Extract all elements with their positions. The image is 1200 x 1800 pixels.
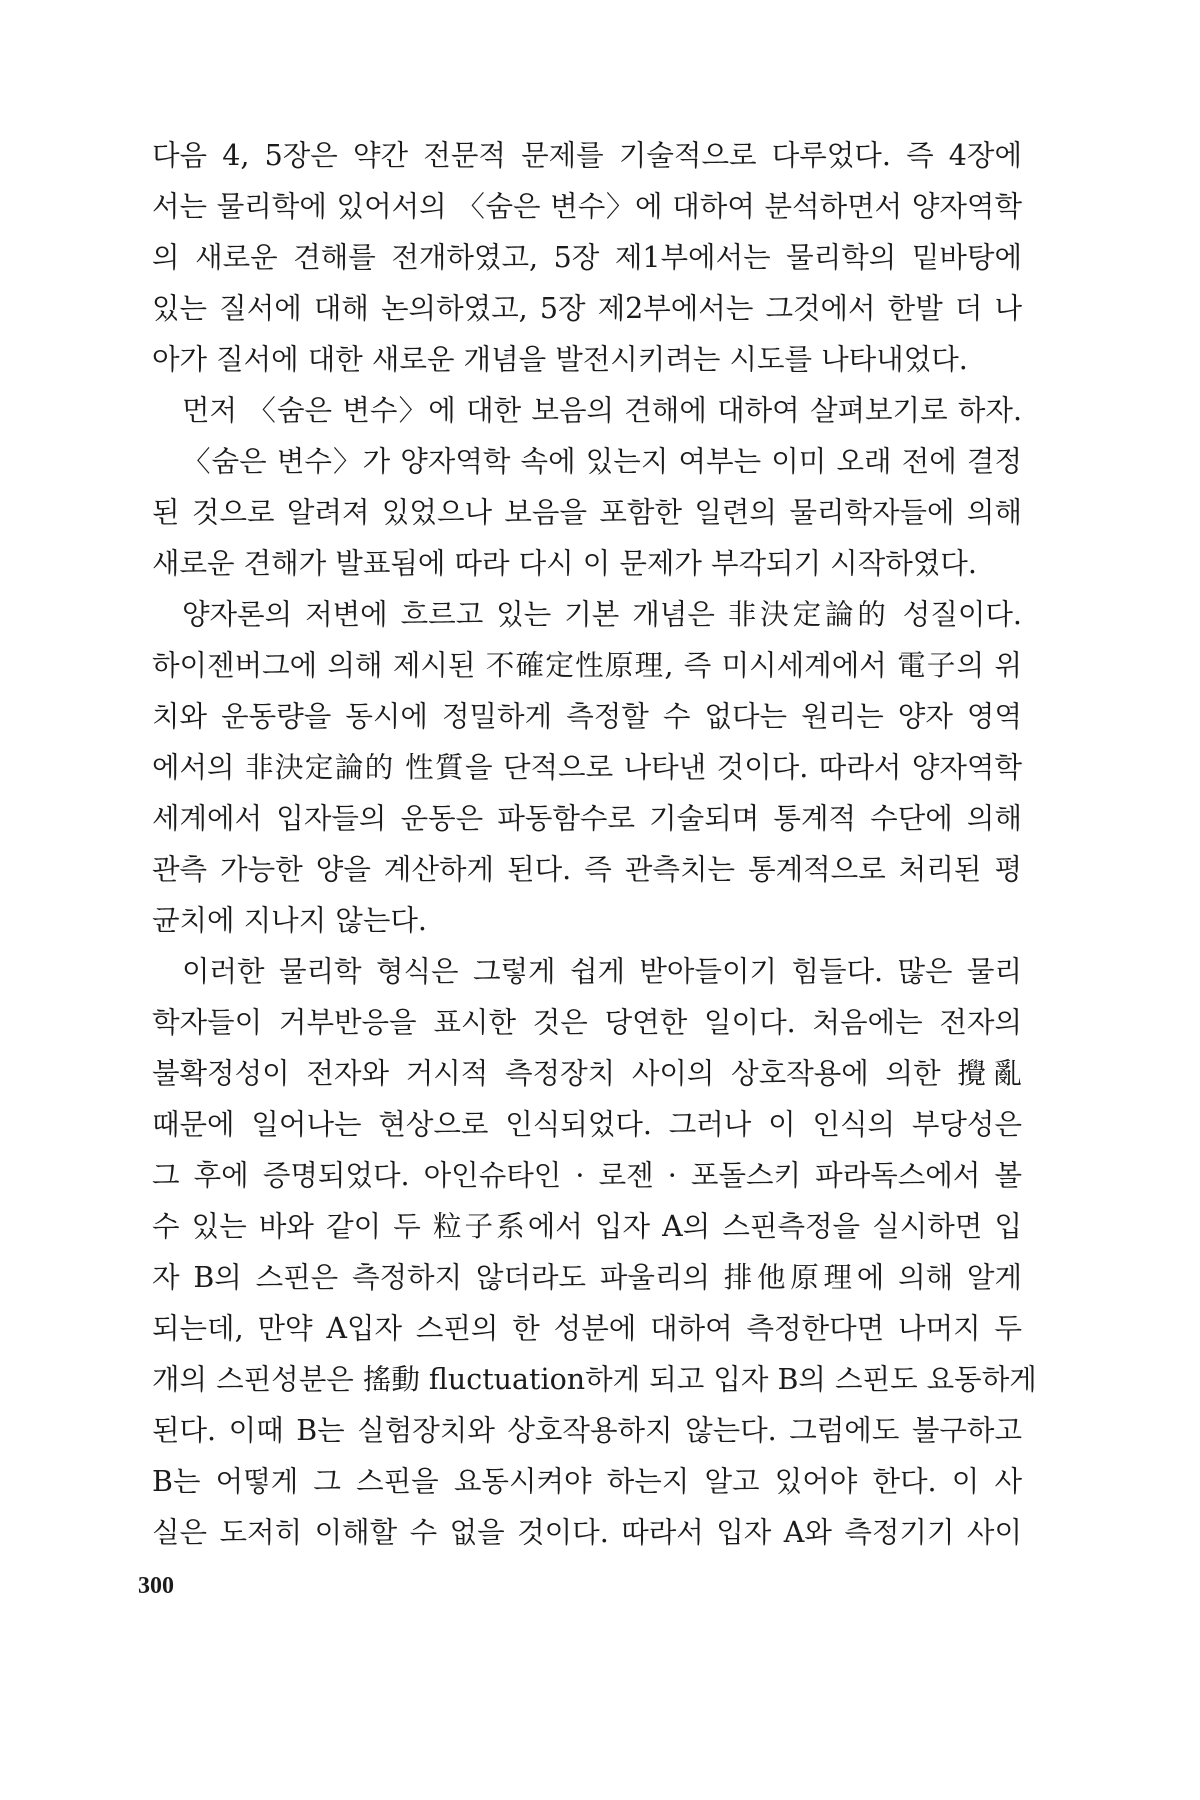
body-text — [152, 130, 1037, 1558]
text-line: 학자들이 거부반응을 표시한 것은 당연한 일이다. 처음에는 전자의 — [152, 1006, 1022, 1039]
text-line: 세계에서 입자들의 운동은 파동함수로 기술되며 통계적 수단에 의해 — [152, 802, 1022, 835]
text-line: 불확정성이 전자와 거시적 측정장치 사이의 상호작용에 의한 攪亂 — [152, 1057, 1022, 1090]
text-line: 수 있는 바와 같이 두 粒子系에서 입자 A의 스핀측정을 실시하면 입 — [152, 1210, 1022, 1243]
text-line: 새로운 견해가 발표됨에 따라 다시 이 문제가 부각되기 시작하였다. — [152, 547, 977, 580]
text-line: 아가 질서에 대한 새로운 개념을 발전시키려는 시도를 나타내었다. — [152, 343, 968, 376]
text-line: 에서의 非決定論的 性質을 단적으로 나타낸 것이다. 따라서 양자역학 — [152, 751, 1022, 784]
text-line: 의 새로운 견해를 전개하였고, 5장 제1부에서는 물리학의 밑바탕에 — [152, 241, 1022, 274]
text-line: 서는 물리학에 있어서의 〈숨은 변수〉에 대하여 분석하면서 양자역학 — [152, 190, 1022, 223]
text-line: 양자론의 저변에 흐르고 있는 기본 개념은 非決定論的 성질이다. — [182, 598, 1022, 631]
text-line: 그 후에 증명되었다. 아인슈타인 · 로젠 · 포돌스키 파라독스에서 볼 — [152, 1159, 1022, 1192]
text-line: 되는데, 만약 A입자 스핀의 한 성분에 대하여 측정한다면 나머지 두 — [152, 1312, 1022, 1345]
text-line: 실은 도저히 이해할 수 없을 것이다. 따라서 입자 A와 측정기기 사이 — [152, 1516, 1022, 1549]
text-line: 있는 질서에 대해 논의하였고, 5장 제2부에서는 그것에서 한발 더 나 — [152, 292, 1022, 325]
text-line: 때문에 일어나는 현상으로 인식되었다. 그러나 이 인식의 부당성은 — [152, 1108, 1022, 1141]
text-line: 개의 스핀성분은 搖動 fluctuation하게 되고 입자 B의 스핀도 요동하게 — [152, 1363, 1037, 1396]
text-line: 된다. 이때 B는 실험장치와 상호작용하지 않는다. 그럼에도 불구하고 — [152, 1414, 1022, 1447]
text-line: 자 B의 스핀은 측정하지 않더라도 파울리의 排他原理에 의해 알게 — [152, 1261, 1022, 1294]
text-line: 하이젠버그에 의해 제시된 不確定性原理, 즉 미시세계에서 電子의 위 — [152, 649, 1022, 682]
text-line: 관측 가능한 양을 계산하게 된다. 즉 관측치는 통계적으로 처리된 평 — [152, 853, 1022, 886]
text-line: 된 것으로 알려져 있었으나 보음을 포함한 일련의 물리학자들에 의해 — [152, 496, 1022, 529]
text-line: 이러한 물리학 형식은 그렇게 쉽게 받아들이기 힘들다. 많은 물리 — [182, 955, 1022, 988]
text-line: 다음 4, 5장은 약간 전문적 문제를 기술적으로 다루었다. 즉 4장에 — [152, 139, 1022, 172]
text-line: 먼저 〈숨은 변수〉에 대한 보음의 견해에 대하여 살펴보기로 하자. — [182, 394, 1022, 427]
page-number: 300 — [138, 1573, 174, 1599]
text-line: B는 어떻게 그 스핀을 요동시켜야 하는지 알고 있어야 한다. 이 사 — [152, 1465, 1022, 1498]
text-line: 치와 운동량을 동시에 정밀하게 측정할 수 없다는 원리는 양자 영역 — [152, 700, 1022, 733]
text-line: 〈숨은 변수〉가 양자역학 속에 있는지 여부는 이미 오래 전에 결정 — [182, 445, 1022, 478]
text-line: 균치에 지나지 않는다. — [152, 904, 427, 937]
